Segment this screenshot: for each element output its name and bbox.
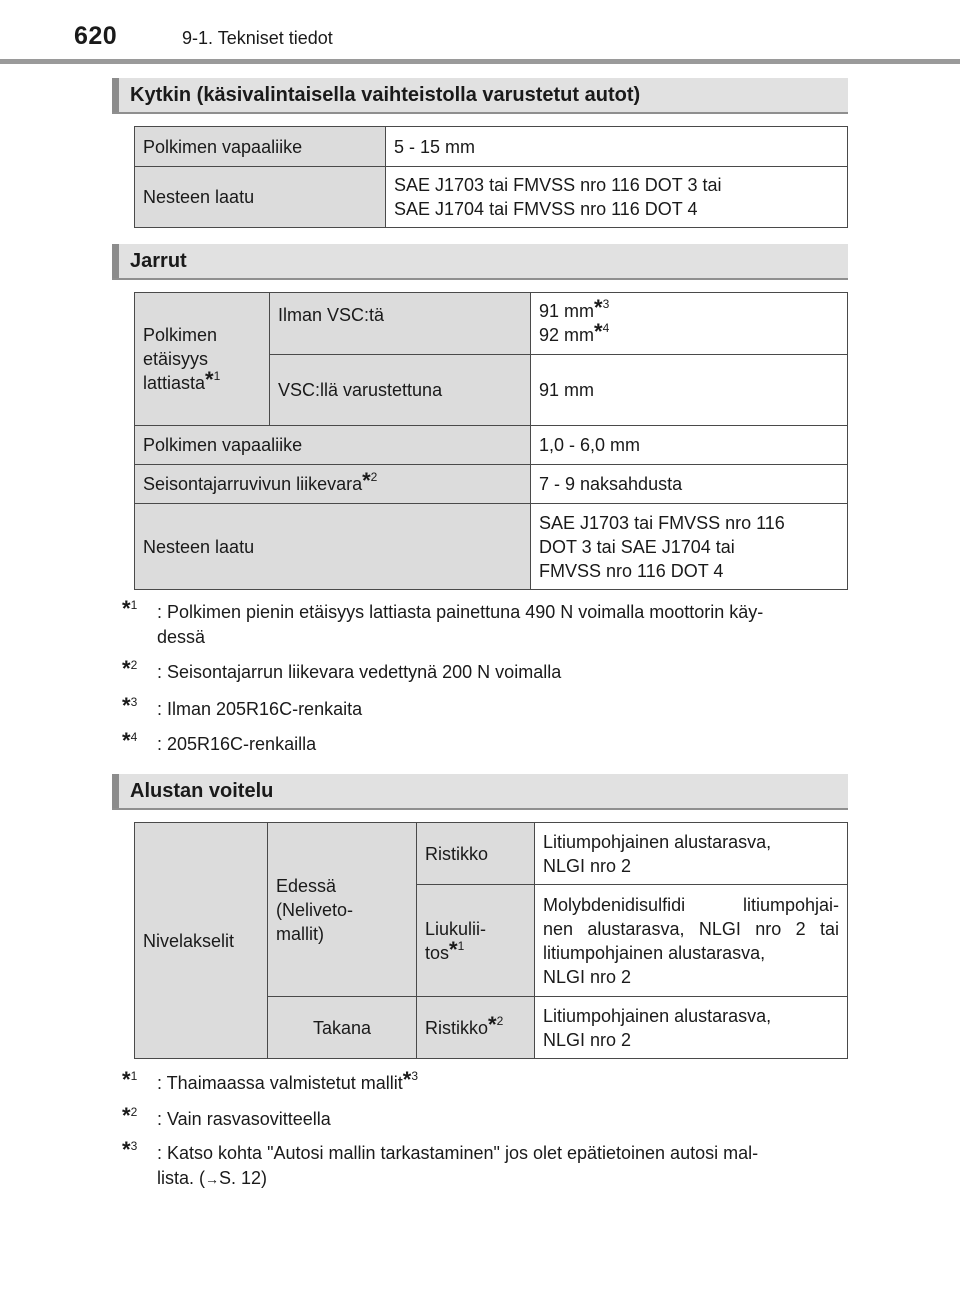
footnote: *$^3$ : Katso kohta "Autosi mallin tarkastaminen" jos olet epätietoinen autosi mal- lista. (→S. 12) <box>122 1137 759 1188</box>
slip-value: Molybdenidisulfidi litiumpohjai- nen alustarasva, NLGI nro 2 tai litiumpohjainen alustarasva, NLGI nro 2 <box>535 885 848 997</box>
row-label: Nesteen laatu <box>135 167 386 228</box>
without-vsc-label: Ilman VSC:tä <box>270 293 531 355</box>
section-heading-brakes <box>112 244 848 280</box>
distance-label: Polkimen etäisyys lattiasta*$^1$ <box>135 293 270 426</box>
section-title: Jarrut <box>130 250 187 272</box>
slip-label: Liukulii- tos*$^1$ <box>417 885 535 997</box>
table-row <box>135 823 848 885</box>
joints-label: Nivelakselit <box>135 823 268 1059</box>
row-label: Polkimen vapaaliike <box>135 127 386 167</box>
section-heading-clutch <box>112 78 848 114</box>
footnote: *$^1$ : Polkimen pienin etäisyys lattiasta painettuna 490 N voimalla moottorin käy- dessä <box>122 596 764 647</box>
without-vsc-value: 91 mm*$^3$ 92 mm*$^4$ <box>531 293 848 355</box>
table-row <box>135 127 848 167</box>
parking-label: Seisontajarruvivun liikevara*$^2$ <box>135 465 531 504</box>
fluid-label: Nesteen laatu <box>135 504 531 590</box>
table-row <box>135 504 848 590</box>
cross-label: Ristikko <box>417 823 535 885</box>
table-row <box>135 465 848 504</box>
heading-bar <box>112 78 119 112</box>
value-line: SAE J1703 tai FMVSS nro 116 DOT 3 tai <box>394 175 722 195</box>
footnote: *$^1$ : Thaimaassa valmistetut mallit*$^3$ <box>122 1067 419 1093</box>
rear-cross-label: Ristikko*$^2$ <box>417 997 535 1059</box>
clutch-table <box>134 126 848 228</box>
parking-value: 7 - 9 naksahdusta <box>531 465 848 504</box>
fluid-value: SAE J1703 tai FMVSS nro 116 DOT 3 tai SAE J1704 tai FMVSS nro 116 DOT 4 <box>531 504 848 590</box>
with-vsc-label: VSC:llä varustettuna <box>270 355 531 426</box>
section-title: Kytkin (käsivalintaisella vaihteistolla varustetut autot) <box>130 84 641 106</box>
value-line: SAE J1704 tai FMVSS nro 116 DOT 4 <box>394 199 698 219</box>
cross-value: Litiumpohjainen alustarasva, NLGI nro 2 <box>535 823 848 885</box>
footnote: *$^4$ : 205R16C-renkailla <box>122 728 317 754</box>
row-value: 5 - 15 mm <box>386 127 848 167</box>
footnote: *$^3$ : Ilman 205R16C-renkaita <box>122 693 363 719</box>
chassis-table <box>134 822 848 1059</box>
section-title: Alustan voitelu <box>130 780 274 802</box>
table-row <box>135 293 848 355</box>
section-heading-chassis <box>112 774 848 810</box>
front-label: Edessä (Neliveto- mallit) <box>268 823 417 997</box>
rear-label: Takana <box>268 997 417 1059</box>
table-row <box>135 167 848 228</box>
free-play-label: Polkimen vapaaliike <box>135 426 531 465</box>
brakes-table <box>134 292 848 590</box>
row-value <box>386 167 848 228</box>
heading-bar <box>112 774 119 808</box>
heading-bar <box>112 244 119 278</box>
rear-value: Litiumpohjainen alustarasva, NLGI nro 2 <box>535 997 848 1059</box>
footnote: *$^2$ : Vain rasvasovitteella <box>122 1103 331 1129</box>
free-play-value: 1,0 - 6,0 mm <box>531 426 848 465</box>
page-number: 620 <box>74 22 118 50</box>
page-ref-arrow-icon: → <box>205 1171 220 1187</box>
with-vsc-value: 91 mm <box>531 355 848 426</box>
page-header <box>0 0 960 64</box>
footnote: *$^2$ : Seisontajarrun liikevara vedettynä 200 N voimalla <box>122 656 562 682</box>
table-row <box>135 426 848 465</box>
chapter-title: 9-1. Tekniset tiedot <box>182 28 333 48</box>
header-rule <box>0 59 960 64</box>
